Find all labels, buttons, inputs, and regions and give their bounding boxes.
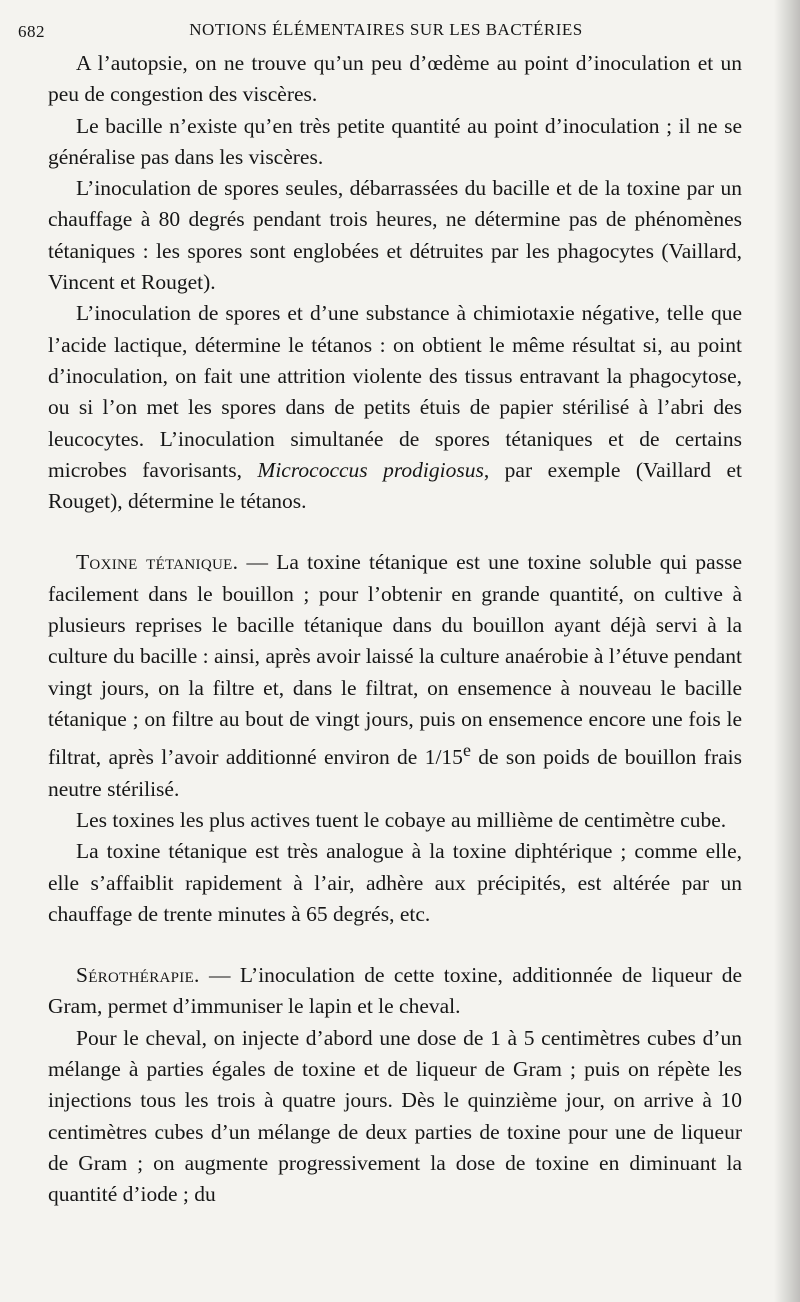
- species-name: Micrococcus prodigiosus: [257, 457, 484, 482]
- paragraph-analogue: La toxine tétanique est très analogue à la toxine diphtérique ; comme elle, elle s’affaiblit rapidement à l’air, adhère aux précipités, est altérée par un chauffage de trente minutes à 65 degrés, etc.: [48, 839, 742, 926]
- page-number: 682: [18, 22, 45, 41]
- section-gap: [48, 930, 742, 960]
- toxine-text-end: de son poids de bouillon frais neutre stérilisé.: [48, 745, 742, 801]
- section-heading-toxine: Toxine tétanique.: [76, 550, 239, 575]
- section-toxine: [48, 547, 742, 805]
- paragraph-spores-chimiotaxie: [48, 298, 742, 517]
- paragraph-spores-seules: L’inoculation de spores seules, débarrassées du bacille et de la toxine par un chauffage à 80 degrés pendant trois heures, ne détermine pas de phénomènes tétaniques : les spores sont englobées et détruites par les phagocytes (Vaillard, Vincent et Rouget).: [48, 176, 742, 295]
- paragraph-autopsie: A l’autopsie, on ne trouve qu’un peu d’œdème au point d’inoculation et un peu de congestion des viscères.: [48, 51, 742, 107]
- paragraph-cheval: Pour le cheval, on injecte d’abord une dose de 1 à 5 centimètres cubes d’un mélange à parties égales de toxine et de liqueur de Gram ; puis on répète les injections tous les trois à quatre jours. Dès le quinzième jour, on arrive à 10 centimètres cubes d’un mélange de deux parties de toxine pour une de liqueur de Gram ; on augmente progressivement la dose de toxine en diminuant la quantité d’iode ; du: [48, 1025, 742, 1207]
- running-header: [18, 12, 742, 48]
- section-serotherapie: [48, 960, 742, 1023]
- paragraph-text: L’inoculation de spores et d’une substance à chimiotaxie négative, telle que l’acide lactique, détermine le tétanos : on obtient le même résultat si, au point d’inoculation, on fait une attrition violente des tissus entravant la phagocytose, ou si l’on met les spores dans de petits étuis de papier stérilisé à l’abri des leucocytes. L’inoculation simultanée de spores tétaniques et de certains microbes favorisants,: [48, 301, 742, 482]
- section-gap: [48, 517, 742, 547]
- paragraph-bacille: Le bacille n’existe qu’en très petite quantité au point d’inoculation ; il ne se généralise pas dans les viscères.: [48, 113, 742, 169]
- paragraph-text-end: , par exemple (Vaillard et Rouget), détermine le tétanos.: [48, 457, 743, 514]
- sero-text: — L’inoculation de cette toxine, additionnée de liqueur de Gram, permet d’immuniser le lapin et le cheval.: [48, 963, 742, 1019]
- toxine-text: — La toxine tétanique est une toxine soluble qui passe facilement dans le bouillon ; pour l’obtenir en grande quantité, on cultive à plusieurs reprises le bacille tétanique dans du bouillon ayant déjà servi à la culture du bacille : ainsi, après avoir laissé la culture anaérobie à l’étuve pendant vingt jours, on la filtre et, dans le filtrat, on ensemence à nouveau le bacille tétanique ; on filtre au bout de vingt jours, puis on ensemence encore une fois le filtrat, après l’avoir additionné environ de 1/15: [48, 550, 742, 770]
- superscript: e: [462, 740, 471, 761]
- paragraph-toxines-actives: Les toxines les plus actives tuent le cobaye au millième de centimètre cube.: [76, 807, 727, 832]
- page-edge-shadow: [774, 0, 800, 1302]
- running-title: NOTIONS ÉLÉMENTAIRES SUR LES BACTÉRIES: [189, 20, 583, 39]
- section-heading-serotherapie: Sérothérapie.: [76, 963, 200, 988]
